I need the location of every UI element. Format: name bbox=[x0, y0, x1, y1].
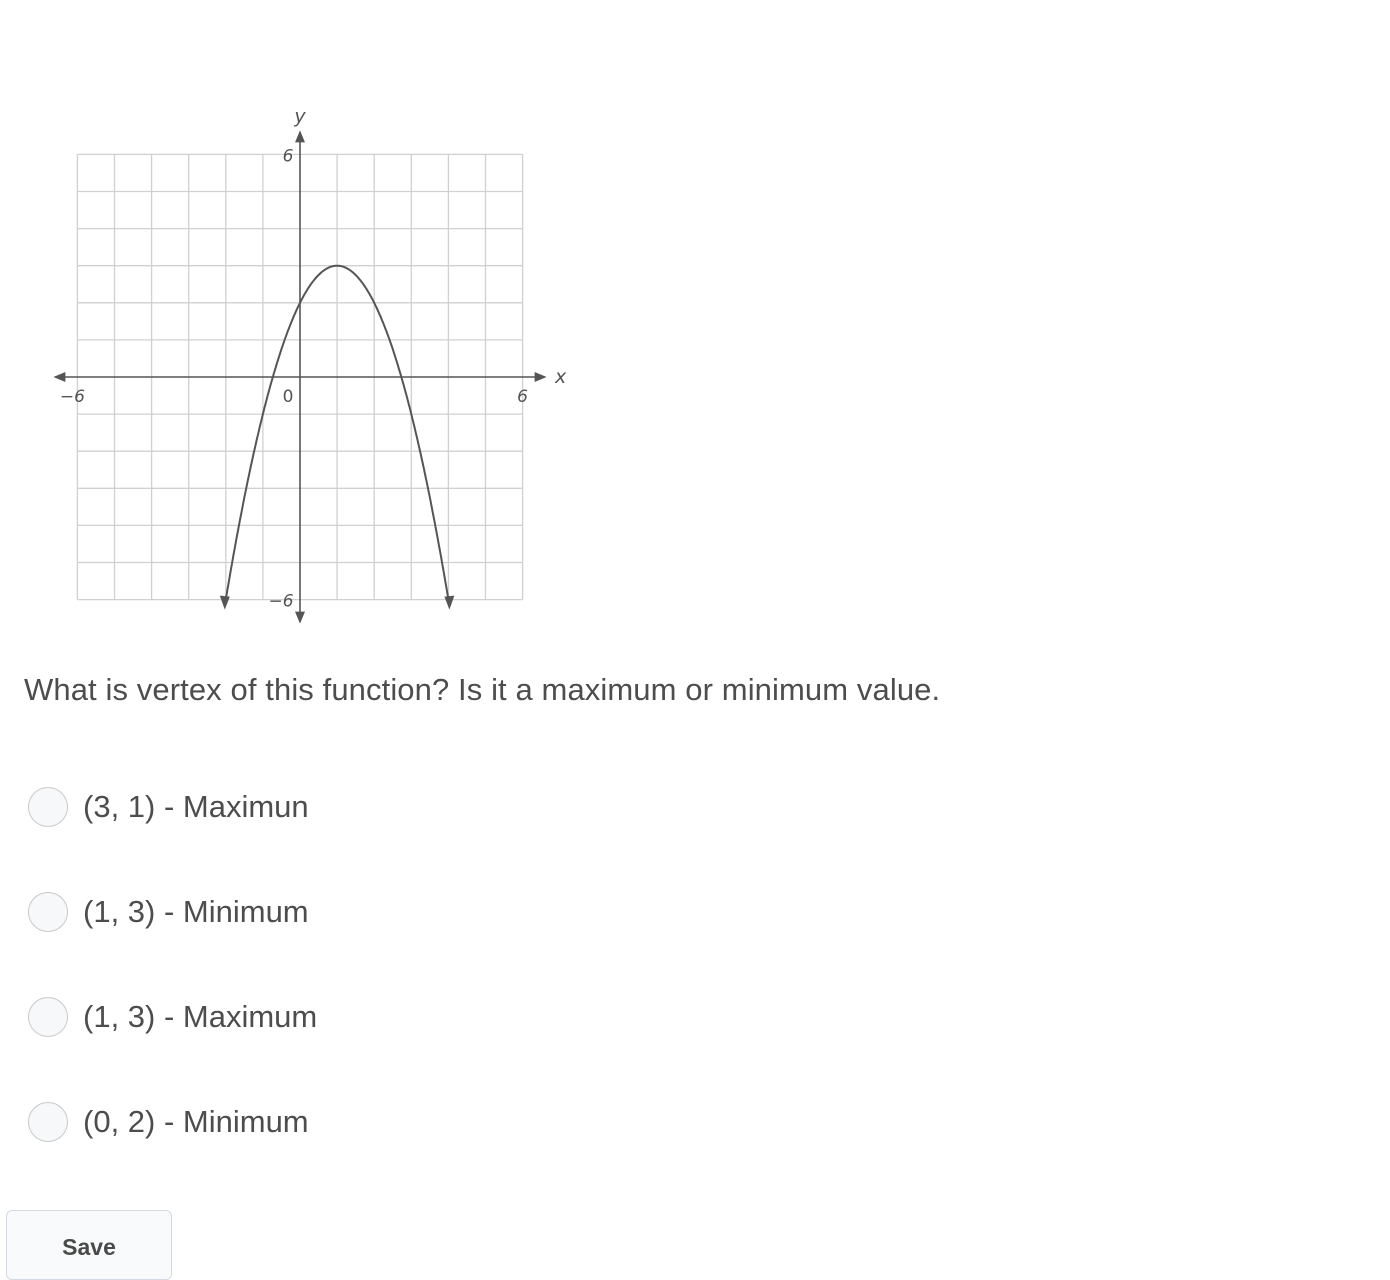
curve-arrow-left bbox=[220, 596, 230, 610]
y-axis-arrow-up bbox=[295, 130, 305, 142]
option-3[interactable] bbox=[28, 995, 317, 1039]
parabola-graph bbox=[0, 0, 600, 640]
radio-button[interactable] bbox=[28, 997, 68, 1037]
x-axis-arrow-right bbox=[535, 372, 547, 382]
option-label: (1, 3) - Maximum bbox=[83, 999, 317, 1035]
radio-button[interactable] bbox=[28, 787, 68, 827]
y-axis-arrow-down bbox=[295, 612, 305, 624]
option-1[interactable] bbox=[28, 785, 309, 829]
question-text: What is vertex of this function? Is it a maximum or minimum value. bbox=[24, 672, 940, 708]
x-tick-label-min: −6 bbox=[60, 387, 85, 407]
radio-button[interactable] bbox=[28, 1102, 68, 1142]
radio-button[interactable] bbox=[28, 892, 68, 932]
curve-arrow-right bbox=[444, 596, 454, 610]
y-tick-label-min: −6 bbox=[268, 592, 293, 612]
save-button[interactable]: Save bbox=[6, 1210, 172, 1280]
x-axis-arrow-left bbox=[53, 372, 65, 382]
x-tick-label-origin: 0 bbox=[283, 387, 294, 407]
axes bbox=[53, 130, 546, 623]
y-axis-label: y bbox=[293, 105, 306, 127]
axis-labels bbox=[60, 105, 567, 611]
option-label: (3, 1) - Maximun bbox=[83, 789, 309, 825]
option-label: (0, 2) - Minimum bbox=[83, 1104, 309, 1140]
option-4[interactable] bbox=[28, 1100, 309, 1144]
x-axis-label: x bbox=[554, 366, 567, 388]
option-label: (1, 3) - Minimum bbox=[83, 894, 309, 930]
y-tick-label-max: 6 bbox=[283, 146, 294, 166]
option-2[interactable] bbox=[28, 890, 309, 934]
x-tick-label-max: 6 bbox=[517, 387, 528, 407]
